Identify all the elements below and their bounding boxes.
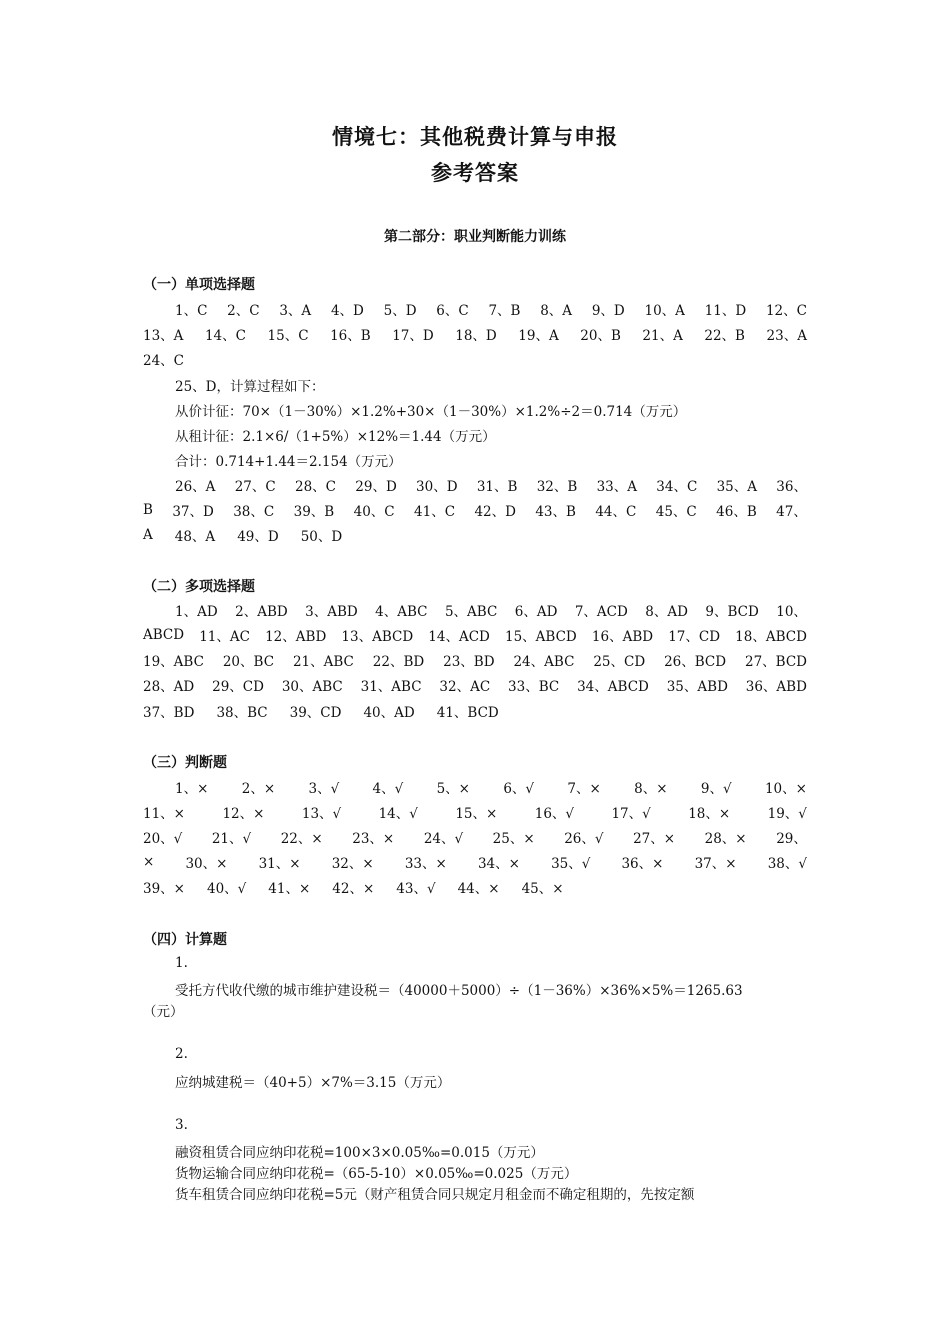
answer-item: 42、× (332, 880, 375, 897)
answer-item: 29、CD (212, 678, 264, 695)
answer-item: 21、A (642, 327, 683, 344)
answer-item: 1、C (175, 302, 208, 319)
answer-item: 36、× (621, 855, 664, 872)
answer-item: 44、C (595, 503, 637, 520)
answer-item: × (143, 853, 155, 870)
answer-item: 20、BC (222, 653, 275, 670)
answer-item: 48、A (174, 528, 216, 545)
section-heading-calculation: （四）计算题 (143, 932, 227, 948)
answer-item: 18、× (688, 805, 731, 822)
answer-item: 32、× (331, 855, 374, 872)
answer-row (143, 799, 807, 824)
answer-item: 45、C (655, 503, 697, 520)
answer-item: 32、B (536, 478, 578, 495)
answer-item: 15、× (455, 805, 498, 822)
answer-row (143, 874, 807, 899)
answer-item: A (143, 526, 153, 543)
answer-item: 7、ACD (574, 603, 628, 620)
answer-item: 45、× (521, 880, 564, 897)
answer-item: 14、C (204, 327, 246, 344)
answer-item: 23、BD (443, 653, 495, 670)
answer-item: 35、A (716, 478, 757, 495)
answer-item: 34、ABCD (577, 678, 649, 695)
answer-item: 21、√ (211, 830, 252, 847)
answer-item: 10、 (776, 603, 807, 620)
answer-item: 2、× (241, 780, 276, 797)
answer-item: 17、CD (668, 628, 721, 645)
answer-item: 23、A (766, 327, 807, 344)
answer-item: 34、C (656, 478, 698, 495)
question-number: 3. (175, 1117, 188, 1133)
answer-item: 42、D (474, 503, 516, 520)
answer-item: 30、ABC (281, 678, 343, 695)
answer-row (143, 346, 807, 371)
document-title: 情境七：其他税费计算与申报 (332, 125, 618, 149)
answer-item: B (143, 501, 153, 518)
answer-item: 8、AD (645, 603, 688, 620)
answer-item: 7、× (567, 780, 601, 797)
calc-line: 受托方代收代缴的城市维护建设税＝（40000＋5000）÷（1－36%）×36%×5%＝1265.63 (175, 983, 743, 999)
answer-item: 50、D (300, 528, 343, 545)
answer-item: 1、× (175, 780, 209, 797)
answer-item: 32、AC (439, 678, 491, 695)
answer-item: 37、× (694, 855, 737, 872)
answer-item: 23、× (352, 830, 395, 847)
answer-item: 24、C (143, 352, 185, 369)
answer-item: 19、ABC (143, 653, 204, 670)
answer-item: 43、B (535, 503, 576, 520)
answer-item: 19、A (518, 327, 559, 344)
answer-item: 36、 (776, 478, 807, 495)
answer-item: 44、× (457, 880, 500, 897)
question-number: 2. (175, 1046, 188, 1062)
answer-item: 10、A (644, 302, 685, 319)
answer-item: 22、BD (372, 653, 425, 670)
answer-item: 13、√ (301, 805, 342, 822)
answer-item: 35、√ (551, 855, 591, 872)
answer-item: 7、B (488, 302, 521, 319)
section-heading-single-choice: （一）单项选择题 (143, 277, 255, 293)
answer-row (143, 849, 807, 874)
answer-item: 40、√ (207, 880, 247, 897)
calc-line: （元） (143, 1004, 184, 1020)
answer-item: 9、D (591, 302, 625, 319)
answer-item: 18、D (455, 327, 497, 344)
answer-item: 20、B (580, 327, 621, 344)
answer-item: 12、C (765, 302, 807, 319)
answer-item: 12、× (222, 805, 265, 822)
answer-item: 4、√ (372, 780, 404, 797)
answer-item: 33、BC (508, 678, 560, 695)
answer-row (143, 647, 807, 672)
answer-item: 8、× (634, 780, 668, 797)
answer-item: 17、D (392, 327, 434, 344)
answer-item: 28、× (704, 830, 747, 847)
q25-intro: 25、D，计算过程如下： (175, 379, 325, 395)
answer-item: 40、AD (363, 704, 415, 721)
answer-item: 26、BCD (664, 653, 727, 670)
answer-item: 30、D (416, 478, 458, 495)
answer-item: 16、√ (534, 805, 575, 822)
answer-item: 25、CD (593, 653, 646, 670)
part-heading: 第二部分：职业判断能力训练 (384, 229, 566, 245)
answer-item: 29、D (355, 478, 397, 495)
answer-row (143, 824, 807, 849)
answer-item: 13、A (143, 327, 184, 344)
q25-calc-line: 从价计征：70×（1－30%）×1.2%+30×（1－30%）×1.2%÷2＝0.714（万元） (175, 404, 687, 420)
q25-calc-line: 合计：0.714+1.44＝2.154（万元） (175, 454, 402, 470)
answer-item: 24、ABC (513, 653, 575, 670)
answer-item: 2、ABD (235, 603, 288, 620)
answer-item: 8、A (540, 302, 573, 319)
answer-item: 47、 (776, 503, 807, 520)
answer-item: 10、× (764, 780, 807, 797)
answer-row (143, 672, 807, 697)
answer-item: 9、√ (700, 780, 732, 797)
answer-item: 26、A (175, 478, 216, 495)
answer-item: 5、ABC (444, 603, 498, 620)
answer-item: 18、ABCD (735, 628, 807, 645)
answer-row (143, 321, 807, 346)
answer-item: 4、D (330, 302, 364, 319)
answer-item: 49、D (237, 528, 279, 545)
answer-item: 11、AC (199, 628, 250, 645)
answer-item: 27、C (234, 478, 276, 495)
answer-item: 34、× (477, 855, 520, 872)
document-subtitle: 参考答案 (431, 161, 519, 185)
answer-row (175, 472, 807, 497)
section-heading-multiple-choice: （二）多项选择题 (143, 579, 255, 595)
answer-item: 12、ABD (265, 628, 327, 645)
answer-item: 36、ABD (745, 678, 807, 695)
answer-item: 25、× (492, 830, 535, 847)
answer-item: 20、√ (143, 830, 183, 847)
answer-item: 24、√ (423, 830, 464, 847)
answer-item: 38、BC (216, 704, 268, 721)
answer-item: 13、ABCD (341, 628, 414, 645)
answer-item: 2、C (227, 302, 260, 319)
answer-item: 27、BCD (744, 653, 807, 670)
answer-item: 19、√ (767, 805, 807, 822)
answer-item: 33、A (596, 478, 638, 495)
answer-item: 11、D (704, 302, 747, 319)
answer-item: 26、√ (564, 830, 604, 847)
answer-item: 41、BCD (436, 704, 499, 721)
answer-item: 37、BD (143, 704, 195, 721)
answer-item: 21、ABC (292, 653, 354, 670)
answer-item: 4、ABC (375, 603, 428, 620)
calc-line: 融资租赁合同应纳印花税=100×3×0.05‰=0.015（万元） (175, 1145, 544, 1161)
answer-item: 5、D (383, 302, 417, 319)
answer-item: 11、× (143, 805, 185, 822)
answer-row (143, 497, 807, 522)
answer-item: 41、C (414, 503, 456, 520)
answer-item: 41、× (268, 880, 311, 897)
answer-row (175, 597, 807, 622)
answer-item: 28、AD (143, 678, 195, 695)
answer-item: 35、ABD (666, 678, 728, 695)
question-number: 1. (175, 955, 188, 971)
answer-item: 6、√ (503, 780, 535, 797)
answer-item: 6、AD (514, 603, 558, 620)
answer-item: 6、C (436, 302, 469, 319)
answer-item: 3、√ (308, 780, 340, 797)
answer-item: 17、√ (611, 805, 651, 822)
answer-item: 27、× (633, 830, 676, 847)
answer-item: 31、B (476, 478, 518, 495)
answer-item: 15、ABCD (505, 628, 577, 645)
answer-item: ABCD (143, 626, 185, 643)
answer-item: 31、ABC (360, 678, 422, 695)
answer-item: 3、A (279, 302, 312, 319)
answer-item: 16、B (330, 327, 371, 344)
answer-item: 3、ABD (305, 603, 358, 620)
answer-item: 33、× (404, 855, 447, 872)
answer-item: 16、ABD (591, 628, 654, 645)
answer-row (175, 296, 807, 321)
answer-item: 30、× (185, 855, 228, 872)
answer-item: 37、D (172, 503, 214, 520)
answer-row (143, 698, 807, 723)
answer-item: 14、ACD (428, 628, 490, 645)
answer-row (143, 522, 807, 547)
section-heading-true-false: （三）判断题 (143, 755, 227, 771)
answer-item: 38、√ (767, 855, 807, 872)
answer-row (175, 774, 807, 799)
answer-item: 9、BCD (705, 603, 759, 620)
q25-calc-line: 从租计征：2.1×6/（1+5%）×12%＝1.44（万元） (175, 429, 496, 445)
calc-line: 货物运输合同应纳印花税=（65-5-10）×0.05‰=0.025（万元） (175, 1166, 578, 1182)
answer-item: 39、B (293, 503, 335, 520)
answer-item: 14、√ (378, 805, 418, 822)
answer-item: 40、C (353, 503, 395, 520)
answer-item: 28、C (294, 478, 336, 495)
answer-row (143, 622, 807, 647)
answer-item: 38、C (233, 503, 275, 520)
calc-line: 应纳城建税＝（40+5）×7%＝3.15（万元） (175, 1075, 451, 1091)
answer-item: 29、 (776, 830, 807, 847)
answer-item: 22、× (280, 830, 323, 847)
answer-item: 5、× (436, 780, 470, 797)
answer-item: 43、√ (396, 880, 436, 897)
answer-item: 15、C (267, 327, 309, 344)
calc-line: 货车租赁合同应纳印花税=5元（财产租赁合同只规定月租金而不确定租期的，先按定额 (175, 1187, 695, 1203)
answer-item: 31、× (258, 855, 301, 872)
answer-item: 39、× (143, 880, 185, 897)
answer-item: 46、B (716, 503, 757, 520)
answer-item: 1、AD (175, 603, 218, 620)
answer-item: 39、CD (289, 704, 342, 721)
answer-item: 22、B (704, 327, 745, 344)
